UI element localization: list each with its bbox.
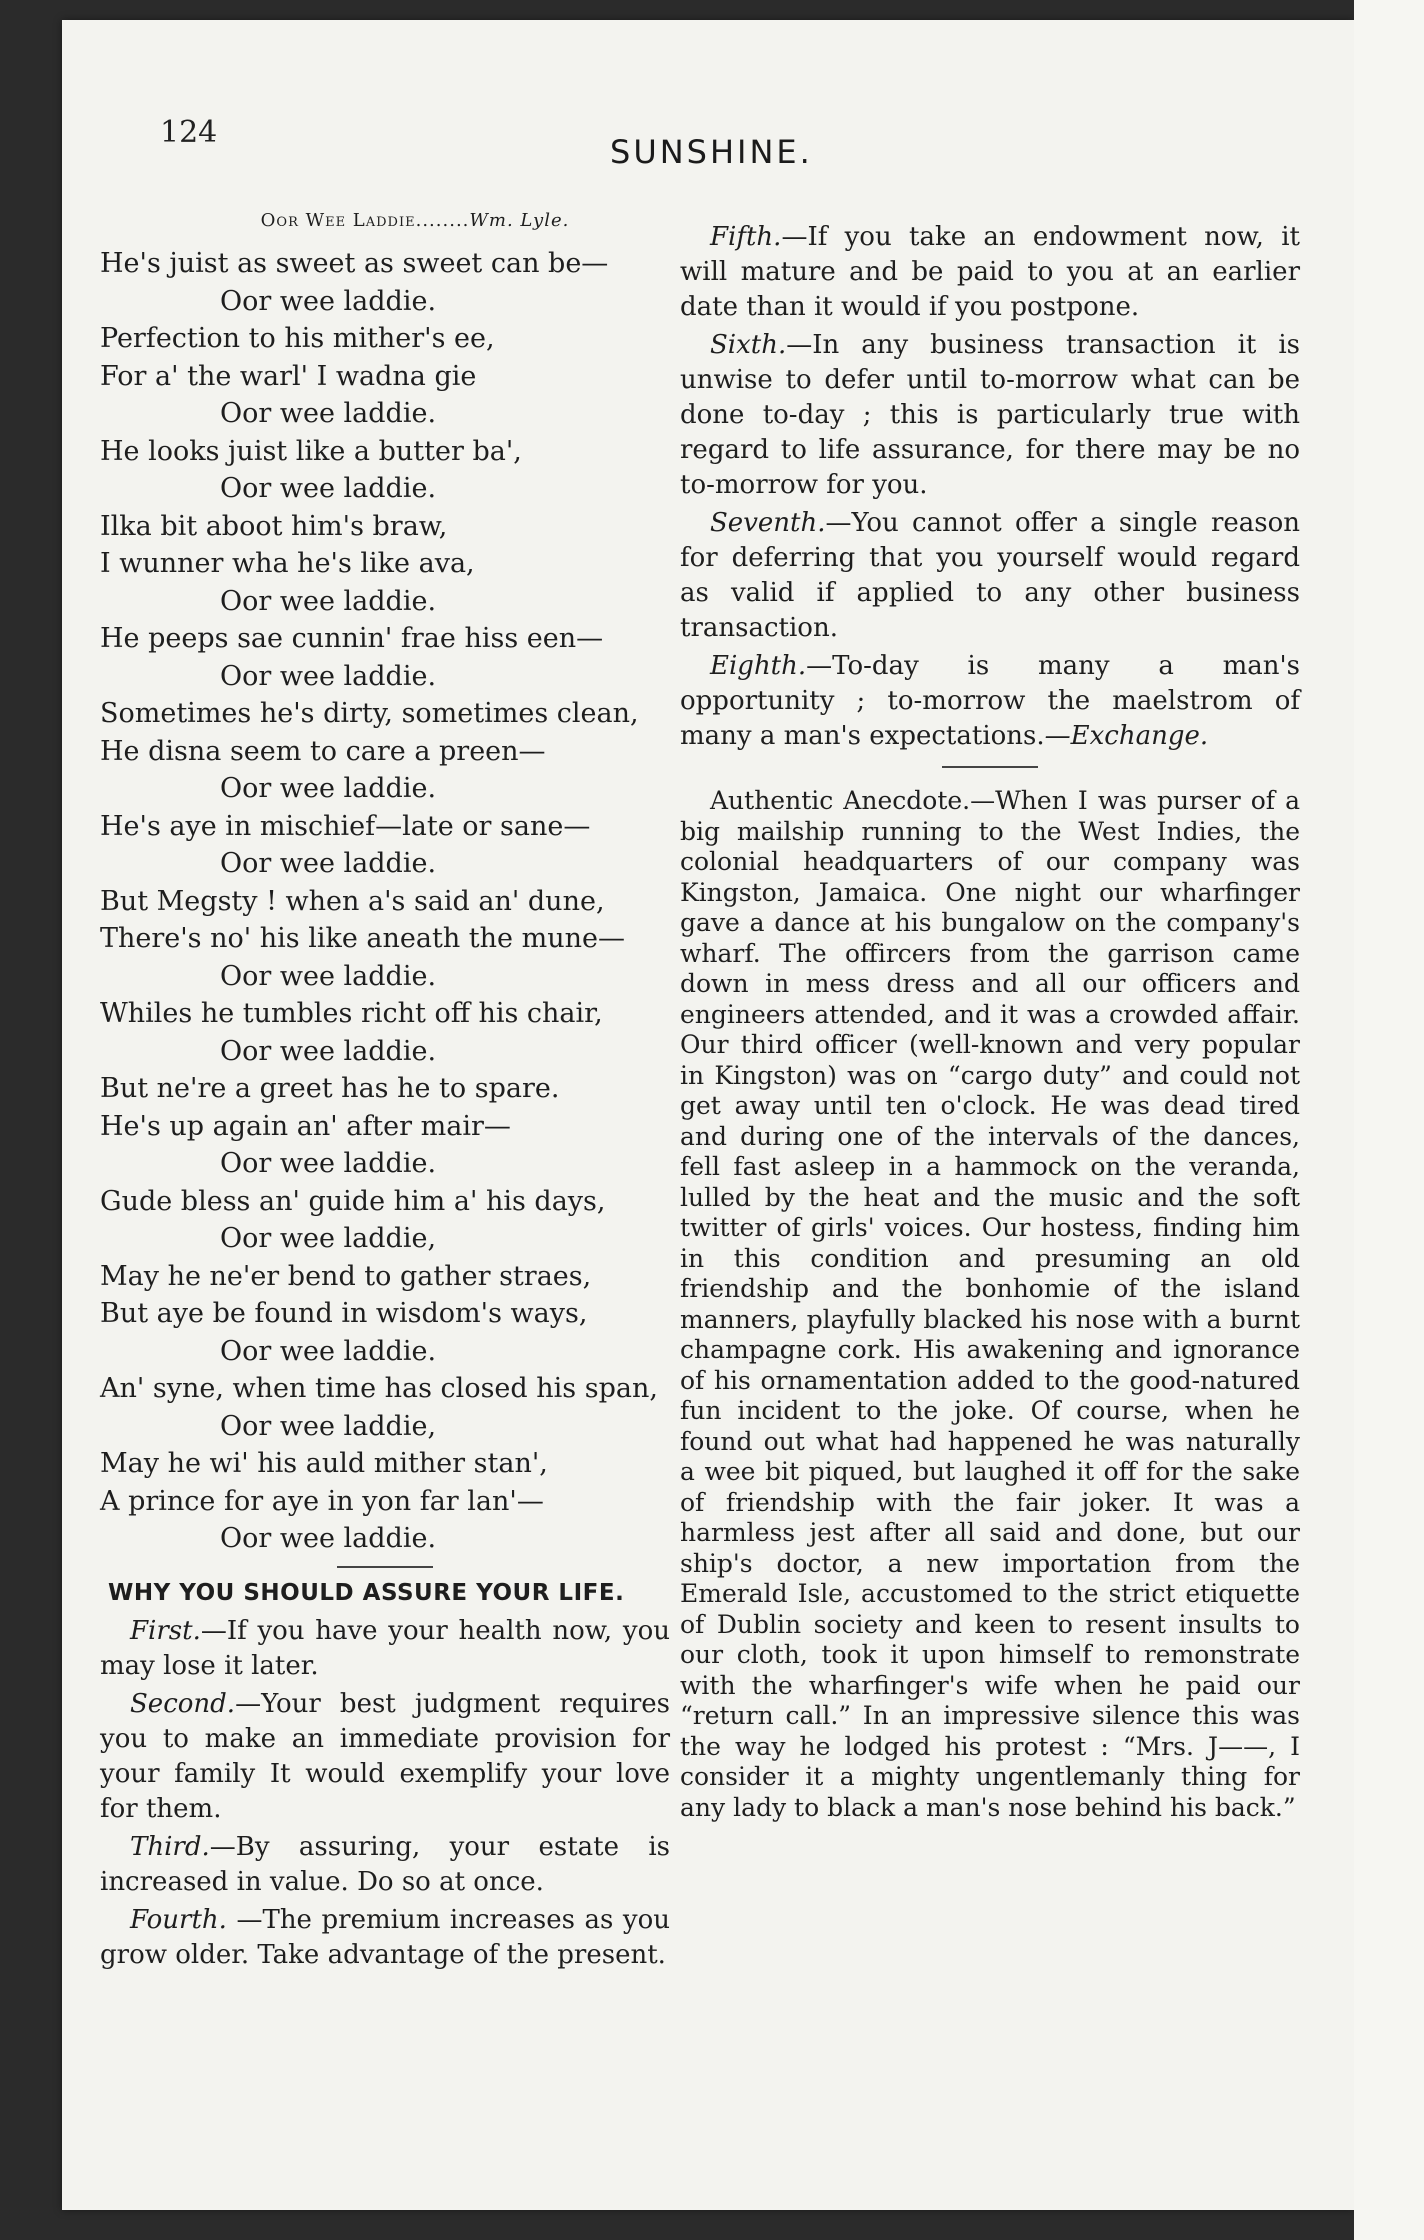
poem-line: For a' the warl' I wadna gie [100,360,477,392]
poem-line: He disna seem to care a preen— [100,735,546,767]
poem-line: May he wi' his auld mither stan', [100,1448,548,1479]
poem-line: Oor wee laddie. [220,1523,437,1554]
reason-paragraph [100,1830,670,1900]
reason-text: —In any business transaction it is unwise to defer until to-morrow what can be done to-day ; this is particularly true with regard to life assurance, for there may be no to-morrow for you. [680,330,1300,500]
poem-author: Wm. Lyle. [469,210,570,231]
poem-line: A prince for aye in yon far lan'— [100,1485,544,1517]
reason-text: —If you have your health now, you may lose it later. [100,1615,670,1681]
reason-lead: Seventh. [710,508,826,538]
reasons-list-right [680,220,1300,754]
poem-line: Oor wee laddie. [220,1035,437,1067]
poem-line: Oor wee laddie. [220,473,437,504]
poem-line: But aye be found in wisdom's ways, [100,1298,588,1329]
reason-text: —By assuring, your estate is increased in value. Do so at once. [100,1831,670,1897]
reason-lead: Fourth. [130,1904,227,1935]
poem-line: But Megsty ! when a's said an' dune, [100,885,605,917]
poem-line: Oor wee laddie. [220,1148,437,1179]
reason-paragraph [100,1614,670,1684]
poem-line: Gude bless an' guide him a' his days, [100,1185,606,1217]
running-head: SUNSHINE. [610,133,813,171]
reason-text: —Your best judgment requires you to make an immediate provision for your family It would exemplify your love for them. [100,1688,670,1824]
reason-lead: First. [130,1615,201,1646]
page-edge [1354,0,1424,2240]
reason-text: —If you take an endowment now, it will mature and be paid to you at an earlier date than it would if you postpone. [680,222,1300,322]
anecdote-text-2: Our hostess, finding him in this condition and presuming an old friendship and the bonhomie of the island manners, playfully blacked his nose with a burnt champagne cork. His awakening and ignorance of his ornamentation added to the good-natured fun incident to the joke. Of course, when he found out what had happened he was naturally a wee bit piqued, but laughed it off for the sake of friendship with the fair joker. It was a harmless jest after all said and done, but our ship's doctor, a new importation from the Emerald Isle, accustomed to the strict etiquette of Dublin society and keen to resent insults to our cloth, took it upon himself to remonstrate with the wharfinger's wife when he paid our “return call.” In an impressive silence this was the way he lodged his protest : “Mrs. J——, I consider it a mighty ungentlemanly thing for any lady to black a man's nose behind his back.” [680,1213,1301,1822]
poem-line: May he ne'er bend to gather straes, [100,1260,592,1292]
page-number: 124 [160,115,218,150]
poem-line: But ne're a greet has he to spare. [100,1073,560,1104]
poem-line: He's juist as sweet as sweet can be— [100,248,609,279]
poem-line: Ilka bit aboot him's braw, [100,510,448,542]
section-divider [337,1566,433,1568]
poem-line: Oor wee laddie. [220,398,437,429]
reason-paragraph [680,220,1300,325]
poem-line: Sometimes he's dirty, sometimes clean, [100,698,639,729]
poem-line: An' syne, when time has closed his span, [100,1373,658,1404]
poem-line: I wunner wha he's like ava, [100,548,475,579]
poem-heading: Oor Wee Laddie........Wm. Lyle. [260,210,570,231]
poem-line: There's no' his like aneath the mune— [100,923,625,954]
poem-line: Oor wee laddie, [220,1223,437,1254]
reason-paragraph [100,1903,670,1973]
poem-title: Oor Wee Laddie [260,210,416,231]
anecdote-paragraph [680,786,1300,1823]
reason-lead: Sixth. [710,330,787,360]
source-credit: —Exchange. [1044,721,1209,751]
section-divider [942,766,1038,768]
reason-text: —You cannot offer a single reason for deferring that you yourself would regard as valid if applied to any other business transaction. [680,508,1300,643]
reason-paragraph [680,649,1300,754]
reason-paragraph [100,1687,670,1827]
poem-line: Oor wee laddie. [220,848,437,879]
poem-line: He's up again an' after mair— [100,1110,511,1142]
reason-lead: Third. [130,1831,210,1862]
poem-line: Oor wee laddie. [220,585,437,617]
reasons-list-left [100,1614,670,1973]
reason-paragraph [680,506,1300,646]
poem-line: Oor wee laddie. [220,960,437,992]
reason-paragraph [680,328,1300,503]
left-column [100,200,670,1976]
poem-line: Oor wee laddie. [220,660,437,692]
poem-line: He looks juist like a butter ba', [100,435,522,467]
reason-text: —The premium increases as you grow older. Take advantage of the present. [100,1904,670,1970]
poem-line: He peeps sae cunnin' frae hiss een— [100,623,604,654]
poem-line: Whiles he tumbles richt off his chair, [100,998,603,1029]
reason-text: —To-day is many a man's opportunity ; to-morrow the maelstrom of many a man's expectations. [680,651,1300,751]
right-column [680,220,1300,1826]
poem-line: Oor wee laddie. [220,773,437,804]
reason-lead: Eighth. [710,651,807,681]
reason-lead: Second. [130,1688,236,1719]
poem-line: Perfection to his mither's ee, [100,323,495,354]
anecdote-text-1: Authentic Anecdote.—When I was purser of a big mailship running to the West Indies, the colonial headquarters of our company was Kingston, Jamaica. One night our wharfinger gave a dance at his bungalow on the company's wharf. The offircers from the garrison came down in mess dress and all our officers and engineers attended, and it was a crowded affair. Our third officer (well-known and very popular in Kingston) was on “cargo duty” and could not get away until ten o'clock. He was dead tired and during one of the intervals of the dances, fell fast asleep in a hammock on the veranda, lulled by the heat and the music and the soft twitter of girls' voices. [680,786,1300,1242]
poem-line: Oor wee laddie. [220,285,437,317]
poem-body [100,245,670,1558]
poem-line: Oor wee laddie. [220,1335,437,1367]
poem-line: Oor wee laddie, [220,1410,437,1442]
poem-line: He's aye in mischief—late or sane— [100,810,591,842]
section-heading: WHY YOU SHOULD ASSURE YOUR LIFE. [108,1579,625,1606]
reason-lead: Fifth. [710,222,782,252]
